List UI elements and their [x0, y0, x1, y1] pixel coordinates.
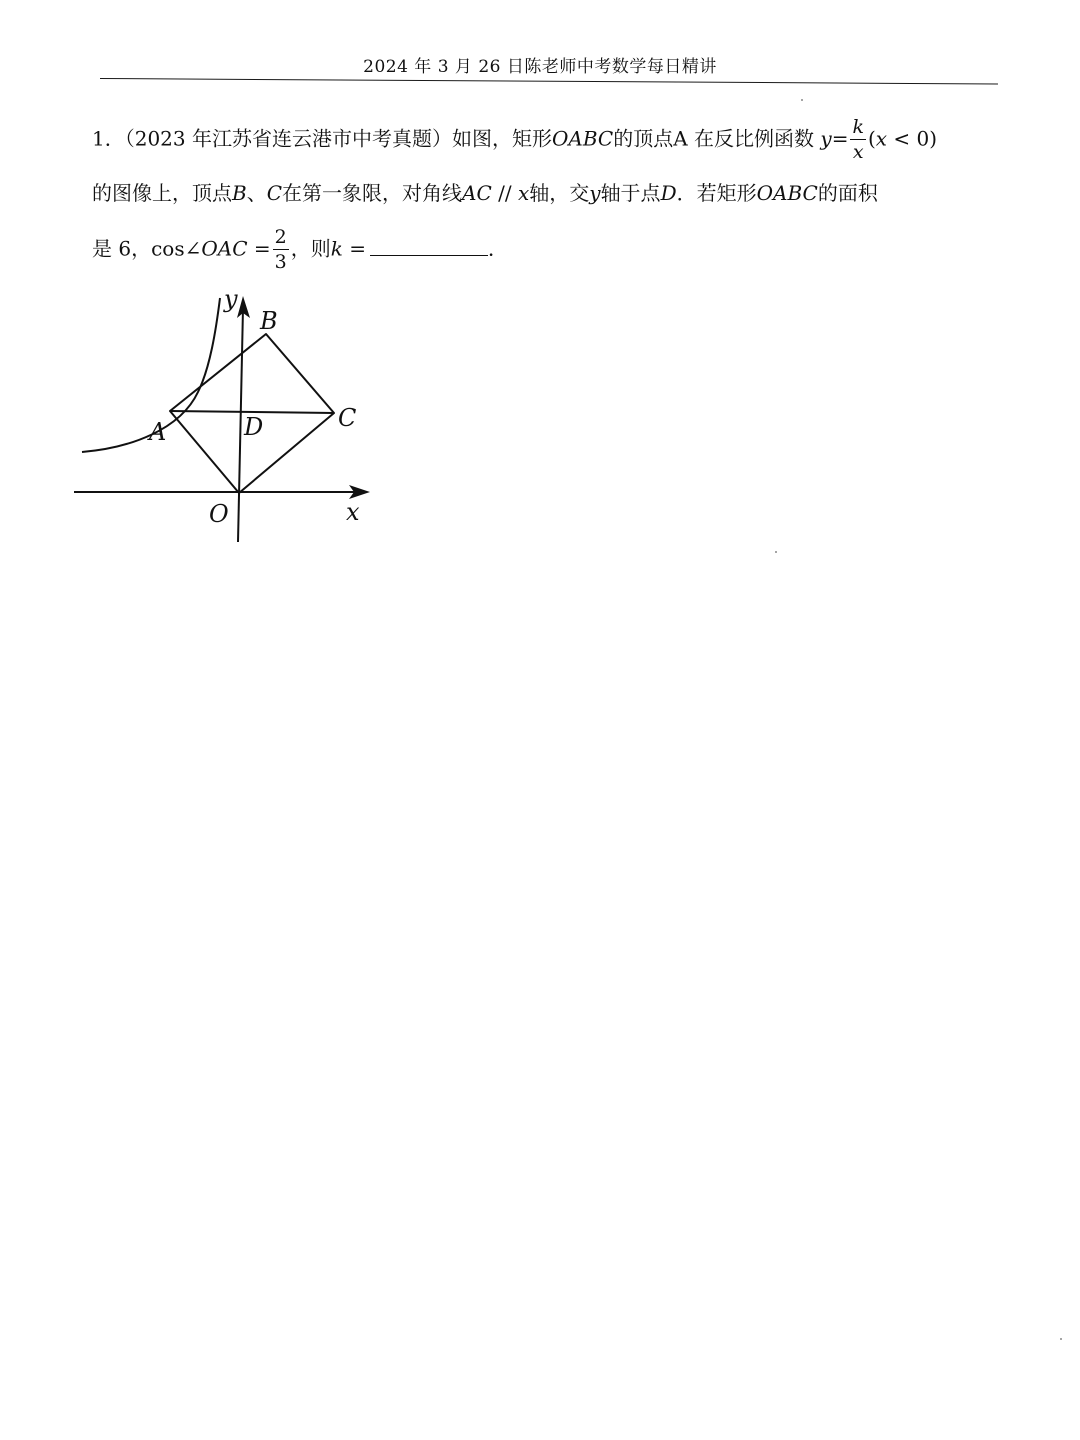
label-d: D	[244, 413, 264, 441]
domain-var: x	[875, 126, 888, 151]
fraction-numerator: k	[852, 116, 864, 138]
scan-speck	[775, 551, 777, 553]
parallel-symbol: //	[491, 181, 518, 205]
domain-open: (	[867, 126, 876, 151]
cos-fraction	[273, 228, 289, 272]
problem-line-2	[92, 178, 878, 208]
scan-speck	[1060, 1338, 1062, 1340]
line2-text-c: 轴，交	[529, 181, 590, 205]
line2-text-d: 轴于点	[600, 181, 661, 205]
problem-number: 1．	[92, 126, 125, 151]
cos-equals: =	[247, 236, 271, 261]
line2-text-b: 在第一象限，对角线	[282, 181, 463, 205]
cos-text: cos∠	[151, 236, 202, 261]
problem-source: （2023 年江苏省连云港市中考真题）	[124, 126, 452, 151]
line3-text-a: 是 6，	[92, 236, 152, 261]
page-header-title: 2024 年 3 月 26 日陈老师中考数学每日精讲	[363, 57, 717, 77]
line3-text-b: ，则	[290, 236, 331, 261]
separator: 、	[246, 181, 267, 205]
scan-speck	[801, 99, 803, 101]
func-equals: =	[831, 126, 849, 151]
header-divider	[100, 78, 998, 84]
problem-intro: 如图，矩形	[452, 126, 552, 151]
label-x-inline: x	[517, 181, 530, 205]
y-axis	[238, 308, 243, 542]
label-x-axis: x	[346, 498, 360, 526]
label-oac-inline: OAC	[201, 236, 248, 261]
label-c-inline: C	[266, 181, 283, 205]
text-vertex: 的顶点A 在反比例函数	[613, 126, 815, 151]
label-b: B	[260, 307, 278, 335]
line2-text-a: 的图像上，顶点	[92, 181, 232, 205]
domain-rest: < 0)	[887, 126, 938, 151]
answer-blank[interactable]	[370, 233, 488, 256]
label-d-inline: D	[660, 181, 677, 205]
func-y: y	[820, 126, 832, 151]
rect-name-2: OABC	[756, 181, 818, 205]
label-k-inline: k	[330, 236, 343, 261]
fraction-denominator: x	[852, 141, 864, 163]
label-a: A	[149, 418, 167, 446]
geometry-figure	[60, 280, 400, 550]
rect-name: OABC	[552, 126, 614, 151]
label-ac-inline: AC	[462, 181, 492, 205]
label-origin: O	[209, 500, 229, 528]
label-y-axis: y	[224, 285, 238, 313]
k-equals: =	[342, 236, 366, 261]
label-b-inline: B	[232, 181, 247, 205]
label-y-inline: y	[589, 181, 601, 205]
problem-line-3	[92, 228, 508, 272]
problem-line-1	[92, 118, 937, 162]
period: ．	[487, 236, 508, 261]
cos-numerator: 2	[274, 226, 287, 248]
label-c: C	[338, 404, 357, 432]
line2-text-e: ．若矩形	[676, 181, 757, 205]
line2-text-f: 的面积	[817, 181, 878, 205]
function-fraction	[850, 118, 866, 162]
cos-denominator: 3	[274, 251, 287, 273]
